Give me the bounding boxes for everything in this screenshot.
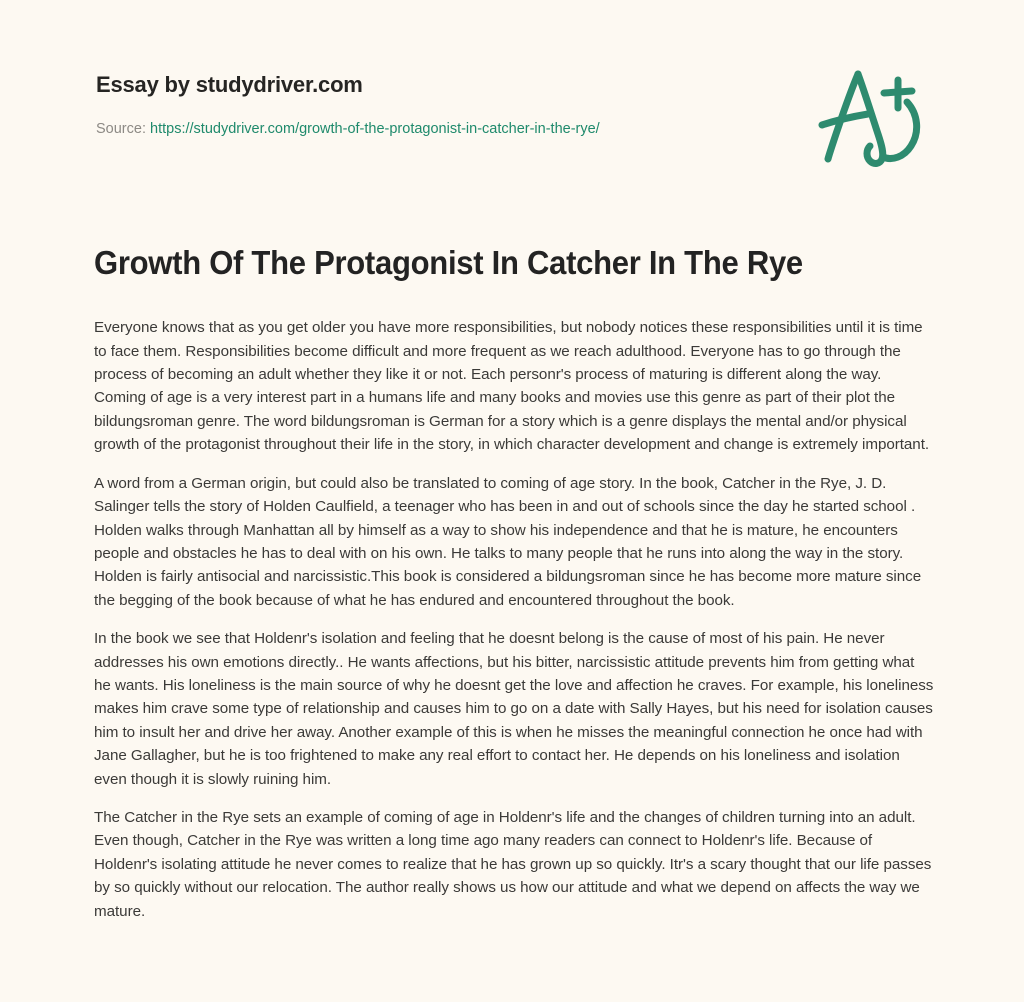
brand-byline: Essay by studydriver.com (96, 72, 363, 97)
page-header (0, 0, 1024, 200)
paragraph: In the book we see that Holdenr's isolation and feeling that he doesnt belong is the cause of most of his pain. He never addresses his own emotions directly.. He wants affections, but his bitter, narcissistic attitude prevents him from getting what he wants. His loneliness is the main source of why he doesnt get the love and affection he craves. For example, his loneliness makes him crave some type of relationship and causes him to go on a date with Sally Hayes, but his need for isolation causes him to insult her and drive her away. Another example of this is when he misses the meaningful connection he once had with Jane Gallagher, but he is too frightened to make any real effort to contact her. He depends on his loneliness and isolation even though it is slowly ruining him. (94, 630, 934, 788)
source-line (96, 98, 796, 139)
source-label: Source: (96, 121, 146, 138)
article-body (94, 283, 934, 923)
paragraph: A word from a German origin, but could also be translated to coming of age story. In the book, Catcher in the Rye, J. D. Salinger tells the story of Holden Caulfield, a teenager who has been in and out of schools since the day he started school . Holden walks through Manhattan all by himself as a way to show his independence and that he is mature, he encounters people and obstacles he has to deal with on his own. He talks to many people that he runs into along the way in the story. Holden is fairly antisocial and narcissistic.This book is considered a bildungsroman since he has become more mature since the begging of the book because of what he has endured and encountered throughout the book. (94, 474, 922, 609)
paragraph: The Catcher in the Rye sets an example of coming of age in Holdenr's life and the changes of children turning into an adult. Even though, Catcher in the Rye was written a long time ago many readers can connect to Holdenr's life. Because of Holdenr's isolating attitude he never comes to realize that he has grown up so quickly. Itr's a scary thought that our life passes by so quickly without our relocation. The author really shows us how our attitude and what we depend on affects the way we mature. (94, 808, 932, 920)
header-text-block (96, 72, 796, 139)
a-plus-logo-icon (812, 62, 932, 172)
paragraph: Everyone knows that as you get older you have more responsibilities, but nobody notices these responsibilities until it is time to face them. Responsibilities become difficult and more frequent as we reach adulthood. Everyone has to go through the process of becoming an adult whether they like it or not. Each personr's process of maturing is different along the way. Coming of age is a very interest part in a humans life and many books and movies use this genre as part of their plot the bildungsroman genre. The word bildungsroman is German for a story which is a genre displays the mental and/or physical growth of the protagonist throughout their life in the story, in which character development and change is extremely important. (94, 319, 930, 454)
a-plus-logo-glyph (812, 62, 932, 172)
source-url-link[interactable]: https://studydriver.com/growth-of-the-protagonist-in-catcher-in-the-rye/ (150, 121, 600, 138)
page-title: Growth Of The Protagonist In Catcher In The Rye (94, 244, 803, 281)
article (94, 243, 934, 923)
